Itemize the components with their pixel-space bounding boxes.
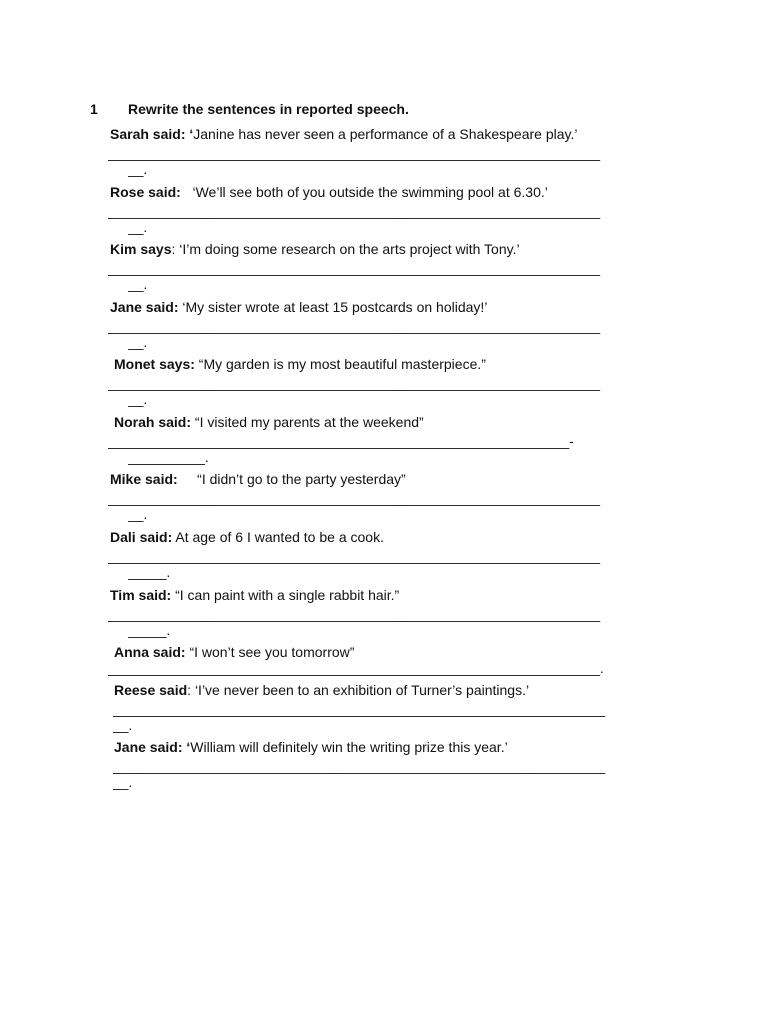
speaker-label: Sarah said: ‘ — [110, 126, 194, 142]
answer-line-end[interactable]: _____. — [128, 622, 171, 638]
answer-line-end[interactable]: __. — [128, 219, 148, 235]
exercise-number: 1 — [90, 101, 98, 117]
prompt-sentence — [110, 587, 399, 604]
answer-line[interactable]: ________________________________________________________________ — [108, 548, 600, 564]
quoted-speech: Janine has never seen a performance of a Shakespeare play.’ — [193, 126, 578, 142]
prompt-sentence — [114, 414, 424, 431]
quoted-speech: “I can paint with a single rabbit hair.” — [171, 587, 400, 603]
quoted-speech: : ‘I’m doing some research on the arts project with Tony.’ — [171, 241, 520, 257]
exercise-instruction: Rewrite the sentences in reported speech. — [128, 101, 409, 117]
answer-line[interactable]: ________________________________________________________________ — [108, 260, 600, 276]
speaker-label: Rose said: — [110, 184, 181, 200]
speaker-label: Dali said: — [110, 529, 173, 545]
quoted-speech: “My garden is my most beautiful masterpiece.” — [194, 356, 486, 372]
prompt-sentence — [110, 184, 548, 201]
speaker-label: Kim says — [110, 241, 172, 257]
speaker-label: Jane said: ‘ — [114, 739, 191, 755]
speaker-label: Jane said: — [110, 299, 179, 315]
speaker-label: Norah said: — [114, 414, 192, 430]
answer-line-end[interactable]: __. — [113, 717, 133, 733]
prompt-sentence — [110, 299, 487, 316]
quoted-speech: “I won’t see you tomorrow” — [185, 644, 355, 660]
quoted-speech: At age of 6 I wanted to be a cook. — [172, 529, 384, 545]
answer-line-end[interactable]: __. — [128, 161, 148, 177]
quoted-speech: ‘My sister wrote at least 15 postcards on holiday!’ — [178, 299, 488, 315]
speaker-label: Mike said: — [110, 471, 178, 487]
answer-line[interactable]: ________________________________________________________________ — [108, 203, 600, 219]
prompt-sentence — [110, 126, 577, 143]
quoted-speech: William will definitely win the writing prize this year.’ — [190, 739, 508, 755]
answer-line[interactable]: ________________________________________________________________ — [108, 375, 600, 391]
prompt-sentence — [110, 471, 406, 488]
answer-line-end[interactable]: __. — [128, 276, 148, 292]
answer-line[interactable]: ________________________________________________________________ — [108, 318, 600, 334]
quoted-speech: “I visited my parents at the weekend” — [191, 414, 424, 430]
answer-line-end[interactable]: __. — [128, 506, 148, 522]
answer-line[interactable]: ________________________________________________________________ — [108, 145, 600, 161]
answer-line[interactable]: ________________________________________________________________ — [113, 758, 605, 774]
answer-line[interactable]: ________________________________________________________________ — [108, 490, 600, 506]
prompt-sentence — [114, 356, 486, 373]
answer-line-end[interactable]: __. — [128, 391, 148, 407]
prompt-sentence — [110, 241, 520, 258]
prompt-sentence — [114, 739, 508, 756]
answer-line-end[interactable]: _____. — [128, 564, 171, 580]
prompt-sentence — [114, 682, 529, 699]
answer-line-end[interactable]: __. — [128, 334, 148, 350]
answer-line[interactable]: ____________________________________________________________- — [108, 433, 574, 449]
prompt-sentence — [114, 644, 354, 661]
speaker-label: Anna said: — [114, 644, 186, 660]
speaker-label: Monet says: — [114, 356, 195, 372]
quoted-speech: : ‘I’ve never been to an exhibition of Turner’s paintings.’ — [187, 682, 530, 698]
answer-line-end[interactable]: __________. — [128, 449, 209, 465]
speaker-label: Tim said: — [110, 587, 172, 603]
quoted-speech: “I didn’t go to the party yesterday” — [177, 471, 406, 487]
answer-line[interactable]: ________________________________________________________________ — [113, 701, 605, 717]
prompt-sentence — [110, 529, 384, 546]
quoted-speech: ‘We’ll see both of you outside the swimming pool at 6.30.’ — [180, 184, 548, 200]
answer-line-end[interactable]: __. — [113, 774, 133, 790]
speaker-label: Reese said — [114, 682, 188, 698]
answer-line[interactable]: ________________________________________________________________. — [108, 660, 604, 676]
answer-line[interactable]: ________________________________________________________________ — [108, 606, 600, 622]
